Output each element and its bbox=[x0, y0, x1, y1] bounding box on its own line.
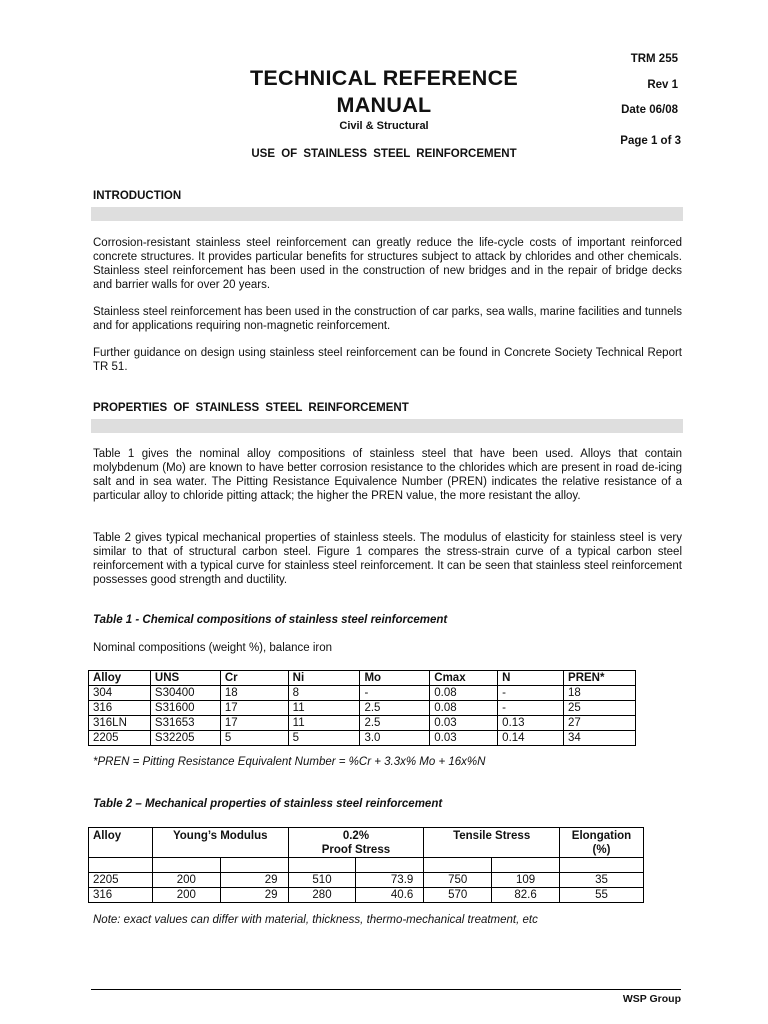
column-header: PREN* bbox=[564, 671, 636, 686]
table-cell: 3.0 bbox=[360, 731, 430, 746]
intro-paragraph-3: Further guidance on design using stainless steel reinforcement can be found in Concrete Society Technical Report TR 51. bbox=[93, 347, 682, 373]
table-cell: 82.6 bbox=[492, 888, 560, 903]
table-cell: 570 bbox=[424, 888, 492, 903]
table-row bbox=[89, 873, 644, 888]
intro-paragraph-1: Corrosion-resistant stainless steel reinforcement can greatly reduce the life-cycle costs of important reinforced concrete structures. It provides particular benefits for structures subject to attack by chlorides and other chemicals. Stainless steel reinforcement has been used in the construction of new bridges and in the repair of bridge decks and barrier walls for over 20 years. bbox=[93, 237, 682, 291]
table-cell bbox=[492, 858, 560, 873]
table-cell: 316 bbox=[89, 701, 151, 716]
table-cell: 73.9 bbox=[356, 873, 424, 888]
table-cell: 0.13 bbox=[498, 716, 564, 731]
properties-paragraph-1: Table 1 gives the nominal alloy compositions of stainless steel that have been used. Alloys that contain molybdenum (Mo) are known to have better corrosion resistance to the chlorides which are present in road de-icing salt and in sea water. The Pitting Resistance Equivalence Number (PREN) indicates the relative resistance of a particular alloy to chloride pitting attack; the higher the PREN value, the more resistant the alloy. bbox=[93, 448, 682, 502]
table1-footnote: *PREN = Pitting Resistance Equivalent Number = %Cr + 3.3x% Mo + 16x%N bbox=[93, 756, 486, 768]
section-shade-bar bbox=[91, 419, 683, 433]
table-cell: 5 bbox=[220, 731, 288, 746]
table-cell: 29 bbox=[220, 873, 288, 888]
table1-subcaption: Nominal compositions (weight %), balance iron bbox=[93, 642, 333, 654]
column-header-line: Elongation bbox=[571, 830, 632, 842]
revision-label: Rev 1 bbox=[647, 79, 678, 91]
table-cell: 34 bbox=[564, 731, 636, 746]
table-header-row bbox=[89, 671, 636, 686]
table-cell: 55 bbox=[560, 888, 644, 903]
table-cell: 17 bbox=[220, 716, 288, 731]
column-header: Mo bbox=[360, 671, 430, 686]
table-cell: 5 bbox=[288, 731, 360, 746]
table-cell: 200 bbox=[152, 888, 220, 903]
table-cell: 0.14 bbox=[498, 731, 564, 746]
table-cell: 40.6 bbox=[356, 888, 424, 903]
table-row bbox=[89, 888, 644, 903]
table-cell: 2.5 bbox=[360, 716, 430, 731]
table-row bbox=[89, 716, 636, 731]
table-cell: 18 bbox=[564, 686, 636, 701]
table-cell: 8 bbox=[288, 686, 360, 701]
table-cell: 510 bbox=[288, 873, 356, 888]
table-header-row bbox=[89, 828, 644, 858]
table-row bbox=[89, 701, 636, 716]
table-cell: 280 bbox=[288, 888, 356, 903]
table-cell: 200 bbox=[152, 873, 220, 888]
footer-company: WSP Group bbox=[622, 993, 681, 1005]
column-header: Tensile Stress bbox=[424, 828, 560, 858]
manual-title-line2: MANUAL bbox=[336, 93, 432, 117]
column-header bbox=[288, 828, 424, 858]
table-cell: 25 bbox=[564, 701, 636, 716]
table-cell bbox=[424, 858, 492, 873]
table-cell: 0.08 bbox=[430, 686, 498, 701]
table-cell: S32205 bbox=[150, 731, 220, 746]
table-cell: - bbox=[498, 686, 564, 701]
column-header: Alloy bbox=[89, 671, 151, 686]
column-header-line: 0.2% bbox=[342, 830, 370, 842]
table-cell: S31600 bbox=[150, 701, 220, 716]
table-cell bbox=[560, 858, 644, 873]
table-cell: 109 bbox=[492, 873, 560, 888]
table-cell: 0.03 bbox=[430, 716, 498, 731]
table-cell: 18 bbox=[220, 686, 288, 701]
table-cell: 316LN bbox=[89, 716, 151, 731]
table-cell bbox=[89, 858, 153, 873]
column-header: Young’s Modulus bbox=[152, 828, 288, 858]
footer-divider bbox=[91, 989, 681, 990]
table-cell bbox=[356, 858, 424, 873]
table-cell: 2.5 bbox=[360, 701, 430, 716]
table-cell: - bbox=[360, 686, 430, 701]
column-header: UNS bbox=[150, 671, 220, 686]
composition-table bbox=[88, 670, 636, 746]
table-cell: 304 bbox=[89, 686, 151, 701]
column-header: Cmax bbox=[430, 671, 498, 686]
document-code: TRM 255 bbox=[630, 53, 678, 65]
table-cell: 0.08 bbox=[430, 701, 498, 716]
introduction-heading: INTRODUCTION bbox=[93, 190, 182, 202]
table-cell: S31653 bbox=[150, 716, 220, 731]
table-cell: 17 bbox=[220, 701, 288, 716]
column-header: Alloy bbox=[89, 828, 153, 858]
table1-caption: Table 1 - Chemical compositions of stainless steel reinforcement bbox=[93, 614, 448, 626]
manual-subtitle: Civil & Structural bbox=[339, 120, 429, 132]
table-cell: 2205 bbox=[89, 731, 151, 746]
table2-caption: Table 2 – Mechanical properties of stainless steel reinforcement bbox=[93, 798, 443, 810]
intro-paragraph-2: Stainless steel reinforcement has been used in the construction of car parks, sea walls, marine facilities and tunnels and for applications requiring non-magnetic reinforcement. bbox=[93, 306, 682, 332]
table-cell bbox=[288, 858, 356, 873]
properties-heading: PROPERTIES OF STAINLESS STEEL REINFORCEMENT bbox=[93, 402, 409, 414]
column-header: N bbox=[498, 671, 564, 686]
column-header-line: (%) bbox=[592, 844, 611, 856]
mechanical-properties-table bbox=[88, 827, 644, 903]
column-header-line: Proof Stress bbox=[321, 844, 391, 856]
table2-note: Note: exact values can differ with material, thickness, thermo-mechanical treatment, etc bbox=[93, 914, 538, 926]
column-header: Ni bbox=[288, 671, 360, 686]
table-cell bbox=[152, 858, 220, 873]
table-units-row bbox=[89, 858, 644, 873]
table-cell: 11 bbox=[288, 701, 360, 716]
table-cell: 2205 bbox=[89, 873, 153, 888]
table-cell: 0.03 bbox=[430, 731, 498, 746]
table-row bbox=[89, 686, 636, 701]
properties-paragraph-2: Table 2 gives typical mechanical properties of stainless steels. The modulus of elasticity for stainless steel is very similar to that of structural carbon steel. Figure 1 compares the stress-strain curve of a typical carbon steel reinforcement with a typical curve for stainless steel reinforcement. It can be seen that stainless steel reinforcement possesses good strength and ductility. bbox=[93, 532, 682, 586]
table-cell: 316 bbox=[89, 888, 153, 903]
table-cell: 11 bbox=[288, 716, 360, 731]
section-shade-bar bbox=[91, 207, 683, 221]
table-cell bbox=[220, 858, 288, 873]
column-header bbox=[560, 828, 644, 858]
document-title: USE OF STAINLESS STEEL REINFORCEMENT bbox=[251, 148, 517, 160]
table-cell: 29 bbox=[220, 888, 288, 903]
manual-title-line1: TECHNICAL REFERENCE bbox=[249, 66, 519, 90]
date-label: Date 06/08 bbox=[621, 104, 678, 116]
table-cell: S30400 bbox=[150, 686, 220, 701]
page-number: Page 1 of 3 bbox=[620, 135, 681, 147]
table-cell: - bbox=[498, 701, 564, 716]
table-cell: 750 bbox=[424, 873, 492, 888]
table-row bbox=[89, 731, 636, 746]
column-header: Cr bbox=[220, 671, 288, 686]
table-cell: 35 bbox=[560, 873, 644, 888]
table-cell: 27 bbox=[564, 716, 636, 731]
